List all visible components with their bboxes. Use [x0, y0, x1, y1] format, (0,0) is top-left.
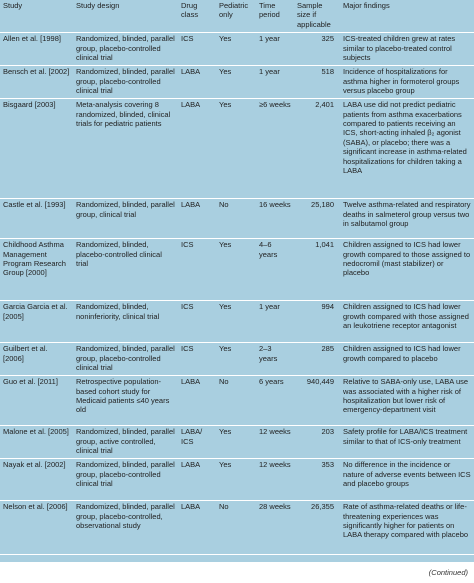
cell-sample-size: 203	[294, 426, 340, 459]
cell-drug-class: LABA	[178, 501, 216, 555]
cell-design: Randomized, blinded, parallel group, placebo-controlled, observational study	[73, 501, 178, 555]
cell-findings: LABA use did not predict pediatric patients from asthma exacerbations compared to patients receiving an ICS, short-acting inhaled β₂ agonist (SABA), or placebo; there was a significant increase in asthma-related hospitalizations for children taking a LABA	[340, 99, 474, 199]
table-row	[0, 301, 474, 343]
cell-design: Retrospective population-based cohort study for Medicaid patients ≤40 years old	[73, 376, 178, 426]
cell-time-period: 4–6 years	[256, 239, 294, 301]
cell-pediatric: Yes	[216, 426, 256, 459]
table-row	[0, 199, 474, 239]
continued-note: (Continued)	[428, 568, 468, 577]
table-row	[0, 343, 474, 376]
cell-study: Nelson et al. [2006]	[0, 501, 73, 555]
cell-findings: ICS-treated children grew at rates similar to placebo-treated control subjects	[340, 33, 474, 66]
cell-pediatric: Yes	[216, 459, 256, 501]
cell-pediatric: Yes	[216, 66, 256, 99]
table-row	[0, 426, 474, 459]
cell-pediatric: Yes	[216, 33, 256, 66]
table-row	[0, 239, 474, 301]
cell-findings: Safety profile for LABA/ICS treatment similar to that of ICS-only treatment	[340, 426, 474, 459]
cell-time-period: 16 weeks	[256, 199, 294, 239]
cell-sample-size: 325	[294, 33, 340, 66]
table-header-row	[0, 0, 474, 33]
cell-drug-class: LABA	[178, 66, 216, 99]
cell-sample-size: 994	[294, 301, 340, 343]
table-row	[0, 99, 474, 199]
cell-pediatric: Yes	[216, 239, 256, 301]
cell-study: Nayak et al. [2002]	[0, 459, 73, 501]
cell-drug-class: ICS	[178, 343, 216, 376]
cell-study: Malone et al. [2005]	[0, 426, 73, 459]
cell-time-period: 1 year	[256, 301, 294, 343]
cell-sample-size: 940,449	[294, 376, 340, 426]
header-study: Study	[0, 0, 73, 33]
cell-study: Guilbert et al. [2006]	[0, 343, 73, 376]
cell-sample-size: 518	[294, 66, 340, 99]
cell-pediatric: No	[216, 376, 256, 426]
cell-design: Randomized, blinded, placebo-controlled clinical trial	[73, 239, 178, 301]
header-drug-class: Drug class	[178, 0, 216, 33]
cell-findings: Children assigned to ICS had lower growth compared to those assigned to nedocromil (mast stabilizer) or placebo	[340, 239, 474, 301]
cell-time-period: 6 years	[256, 376, 294, 426]
cell-study: Castle et al. [1993]	[0, 199, 73, 239]
cell-design: Randomized, blinded, parallel group, clinical trial	[73, 199, 178, 239]
table-row	[0, 459, 474, 501]
cell-sample-size: 2,401	[294, 99, 340, 199]
cell-study: Guo et al. [2011]	[0, 376, 73, 426]
table-row	[0, 33, 474, 66]
table-footer	[0, 562, 474, 583]
cell-design: Randomized, blinded, noninferiority, clinical trial	[73, 301, 178, 343]
cell-drug-class: ICS	[178, 33, 216, 66]
cell-drug-class: ICS	[178, 239, 216, 301]
cell-design: Randomized, blinded, parallel group, placebo-controlled clinical trial	[73, 66, 178, 99]
cell-study: Allen et al. [1998]	[0, 33, 73, 66]
cell-sample-size: 285	[294, 343, 340, 376]
header-major-findings: Major findings	[340, 0, 474, 33]
cell-drug-class: LABA	[178, 459, 216, 501]
cell-findings: Twelve asthma-related and respiratory deaths in salmeterol group versus two in salbutamol group	[340, 199, 474, 239]
cell-time-period: 2–3 years	[256, 343, 294, 376]
cell-study: Garcia Garcia et al. [2005]	[0, 301, 73, 343]
cell-time-period: 1 year	[256, 66, 294, 99]
cell-findings: Rate of asthma-related deaths or life-threatening experiences was significantly higher for patients on LABA therapy compared with placebo	[340, 501, 474, 555]
cell-time-period: 1 year	[256, 33, 294, 66]
cell-time-period: 12 weeks	[256, 459, 294, 501]
table-row	[0, 501, 474, 555]
cell-sample-size: 1,041	[294, 239, 340, 301]
header-pediatric-only: Pediatric only	[216, 0, 256, 33]
cell-findings: Children assigned to ICS had lower growth compared to placebo	[340, 343, 474, 376]
cell-drug-class: LABA	[178, 376, 216, 426]
cell-pediatric: Yes	[216, 301, 256, 343]
cell-design: Randomized, blinded, parallel group, placebo-controlled clinical trial	[73, 459, 178, 501]
cell-time-period: 12 weeks	[256, 426, 294, 459]
header-sample-size: Sample size if applicable	[294, 0, 340, 33]
cell-time-period: 28 weeks	[256, 501, 294, 555]
cell-sample-size: 26,355	[294, 501, 340, 555]
cell-study: Bensch et al. [2002]	[0, 66, 73, 99]
cell-time-period: ≥6 weeks	[256, 99, 294, 199]
cell-design: Randomized, blinded, parallel group, active controlled, clinical trial	[73, 426, 178, 459]
cell-study: Bisgaard [2003]	[0, 99, 73, 199]
cell-findings: Incidence of hospitalizations for asthma higher in formoterol groups versus placebo group	[340, 66, 474, 99]
cell-study: Childhood Asthma Management Program Research Group [2000]	[0, 239, 73, 301]
cell-findings: No difference in the incidence or nature of adverse events between ICS and placebo groups	[340, 459, 474, 501]
header-time-period: Time period	[256, 0, 294, 33]
cell-sample-size: 353	[294, 459, 340, 501]
cell-design: Randomized, blinded, parallel group, placebo-controlled clinical trial	[73, 33, 178, 66]
cell-pediatric: No	[216, 501, 256, 555]
cell-pediatric: Yes	[216, 343, 256, 376]
cell-findings: Children assigned to ICS had lower growth compared with those assigned an leukotriene receptor antagonist	[340, 301, 474, 343]
header-study-design: Study design	[73, 0, 178, 33]
cell-drug-class: LABA	[178, 99, 216, 199]
cell-design: Meta-analysis covering 8 randomized, blinded, clinical trials for pediatric patients	[73, 99, 178, 199]
table-row	[0, 66, 474, 99]
cell-pediatric: Yes	[216, 99, 256, 199]
table-row	[0, 376, 474, 426]
cell-drug-class: LABA/ ICS	[178, 426, 216, 459]
cell-design: Randomized, blinded, parallel group, placebo-controlled clinical trial	[73, 343, 178, 376]
cell-findings: Relative to SABA-only use, LABA use was associated with a higher risk of hospitalization but lower risk of emergency-department visit	[340, 376, 474, 426]
cell-pediatric: No	[216, 199, 256, 239]
cell-sample-size: 25,180	[294, 199, 340, 239]
cell-drug-class: LABA	[178, 199, 216, 239]
cell-drug-class: ICS	[178, 301, 216, 343]
